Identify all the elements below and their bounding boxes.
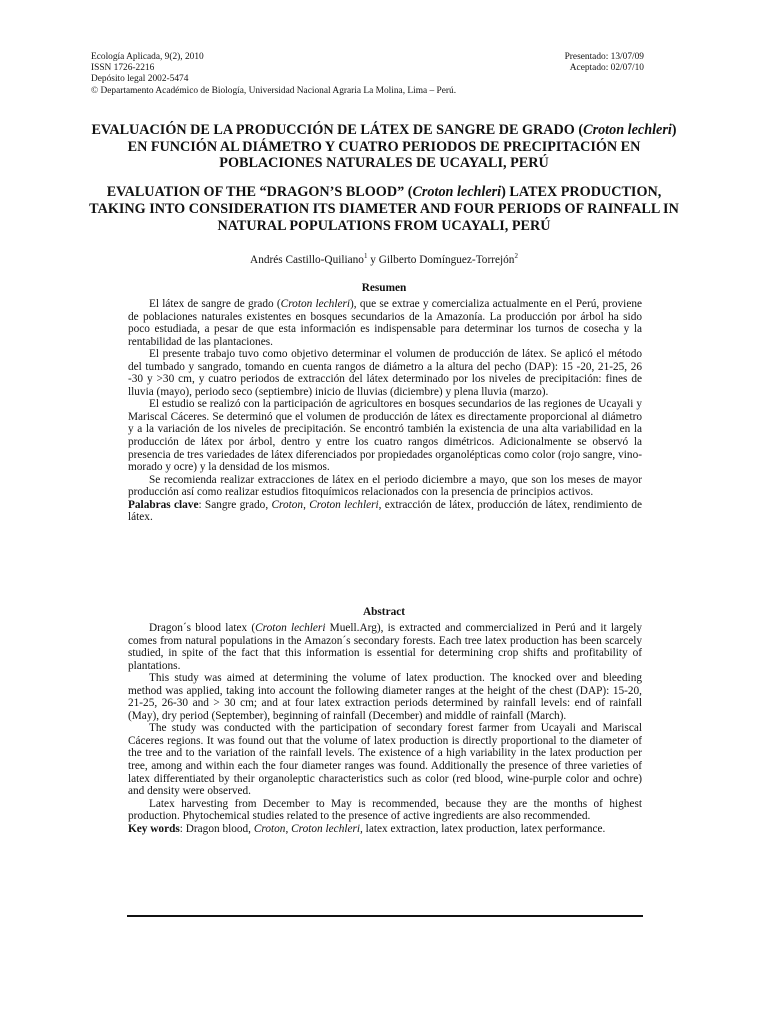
- presented-date: Presentado: 13/07/09: [564, 52, 644, 62]
- text-run: : Sangre grado,: [198, 498, 272, 511]
- resumen-paragraph: Se recomienda realizar extracciones de látex en el periodo diciembre a mayo, que son los meses de mayor producción así como realizar estudios fitoquímicos relacionados con la presencia de principios activos.: [128, 473, 642, 499]
- text-run: Dragon´s blood latex (: [149, 622, 256, 634]
- key-words: [128, 823, 642, 836]
- abstract-body: [128, 622, 642, 835]
- genus-name: Croton: [271, 498, 304, 511]
- journal-info: [91, 52, 456, 97]
- resumen-body: [128, 298, 642, 524]
- accepted-date: Aceptado: 02/07/10: [569, 63, 644, 74]
- title-en-species: Croton lechleri: [412, 184, 502, 200]
- title-es-part1: EVALUACIÓN DE LA PRODUCCIÓN DE LÁTEX DE SANGRE DE GRADO (: [91, 122, 584, 138]
- abstract-heading: Abstract: [362, 606, 406, 618]
- title-en-part2: ) LATEX PRODUCTION, TAKING INTO CONSIDERATION ITS DIAMETER AND FOUR PERIODS OF RAINFALL IN NATURAL POPULATIONS FROM UCAYALI, PERÚ: [89, 184, 679, 234]
- resumen-heading: Resumen: [361, 282, 407, 294]
- title-es-species: Croton lechleri: [583, 122, 672, 138]
- authors-line: [0, 254, 768, 266]
- copyright: © Departamento Académico de Biología, Universidad Nacional Agraria La Molina, Lima – Perú.: [91, 85, 457, 96]
- text-run: : Dragon blood,: [179, 822, 254, 835]
- resumen-paragraph: [128, 298, 642, 348]
- text-run: Muell.Arg), is extracted and commercialized in Perú and it largely comes from natural populations in the Amazon´s secondary forests. Each tree latex production has been scarcely studied, in spite of the fact that this information is essential for determining crop shifts and profitability of plantations.: [128, 622, 642, 672]
- text-run: latex extraction, latex production, latex performance.: [362, 822, 606, 835]
- title-en-part1: EVALUATION OF THE “DRAGON’S BLOOD” (: [106, 184, 413, 200]
- author-1-affiliation: 1: [363, 252, 368, 261]
- author-2: y Gilberto Domínguez-Torrejón: [367, 254, 515, 266]
- legal-deposit: Depósito legal 2002-5474: [91, 74, 189, 85]
- palabras-clave: [128, 499, 642, 524]
- keywords-label: Key words: [128, 822, 180, 835]
- title-es-part2: ) EN FUNCIÓN AL DIÁMETRO Y CUATRO PERIODOS DE PRECIPITACIÓN EN POBLACIONES NATURALES DE UCAYALI, PERÚ: [127, 122, 677, 172]
- species-name: Croton lechleri,: [291, 822, 363, 835]
- resumen-paragraph: El presente trabajo tuvo como objetivo determinar el volumen de producción de látex. Se aplicó el método del tumbado y sangrado, tomando en cuenta rangos de diámetro a la altura del pecho (DAP): 15 -20, 21-25, 26 -30 y >30 cm, y cuatro periodos de extracción del látex determinado por los niveles de precipitación: fines de lluvia (mayo), periodo seco (septiembre) inicio de lluvias (diciembre) y plena lluvia (marzo).: [128, 348, 642, 398]
- text-run: El látex de sangre de grado (: [149, 298, 281, 310]
- title-spanish: [80, 122, 688, 172]
- abstract-paragraph: [128, 622, 642, 672]
- issn: ISSN 1726-2216: [91, 63, 155, 74]
- genus-name: Croton: [253, 822, 286, 835]
- author-2-affiliation: 2: [514, 252, 518, 261]
- species-name: Croton lechleri: [309, 498, 379, 511]
- title-english: [80, 184, 688, 235]
- resumen-paragraph: El estudio se realizó con la participación de agricultores en bosques secundarios de las regiones de Ucayali y Mariscal Cáceres. Se determinó que el volumen de producción de látex es directamente proporcional al diámetro y a la variación de los niveles de precipitación. Se encontró también la existencia de una alta variabilidad en la producción de látex por árbol, dentro y entre los cuatro rangos dimétricos. Adicionalmente se observó la presencia de tres variedades de látex diferenciados por propiedades organolépticas como color (rojo sangre, vino-morado y ocre) y la densidad de los mismos.: [128, 398, 642, 474]
- text-run: ,: [303, 498, 310, 511]
- text-run: ), que se extrae y comercializa actualmente en el Perú, proviene de poblaciones naturales existentes en bosques secundarios de la Amazonía. La producción por árbol ha sido poco estudiada, a pesar de que esta información es indispensable para determinar los turnos de cosecha y la rentabilidad de las plantaciones.: [128, 298, 642, 348]
- species-name: Croton lechleri: [280, 298, 351, 310]
- journal-citation: Ecología Aplicada, 9(2), 2010: [91, 52, 204, 62]
- abstract-paragraph: Latex harvesting from December to May is recommended, because they are the months of highest production. Phytochemical studies related to the presence of active ingredients are also recommended.: [128, 797, 642, 823]
- footer-rule: [127, 915, 643, 917]
- keywords-label: Palabras clave: [128, 498, 199, 511]
- abstract-paragraph: This study was aimed at determining the volume of latex production. The knocked over and bleeding method was applied, taking into account the following diameter ranges at the height of the chest (DAP): 15-20, 21-25, 26-30 and > 30 cm; and at four latex extraction periods determined by rainfall levels: end of rainfall (May), dry period (September), beginning of rainfall (December) and middle of rainfall (March).: [128, 672, 642, 722]
- author-1: Andrés Castillo-Quiliano: [250, 254, 364, 266]
- submission-dates: [565, 52, 644, 74]
- text-run: , extracción de látex, producción de látex, rendimiento de látex.: [128, 498, 642, 524]
- abstract-paragraph: The study was conducted with the participation of secondary forest farmer from Ucayali and Mariscal Cáceres regions. It was found out that the volume of latex production is directly proportional to the diameter of the tree and to the variation of the rainfall levels. The existence of a high variability in the latex production per tree, among and within each the four diameter ranges was found. Additionally the presence of three varieties of latex differentiated by their organoleptic characteristics such as color (red blood, wine-purple color and ochre) and density were observed.: [128, 722, 642, 798]
- text-run: ,: [285, 822, 292, 835]
- species-name: Croton lechleri: [255, 622, 326, 634]
